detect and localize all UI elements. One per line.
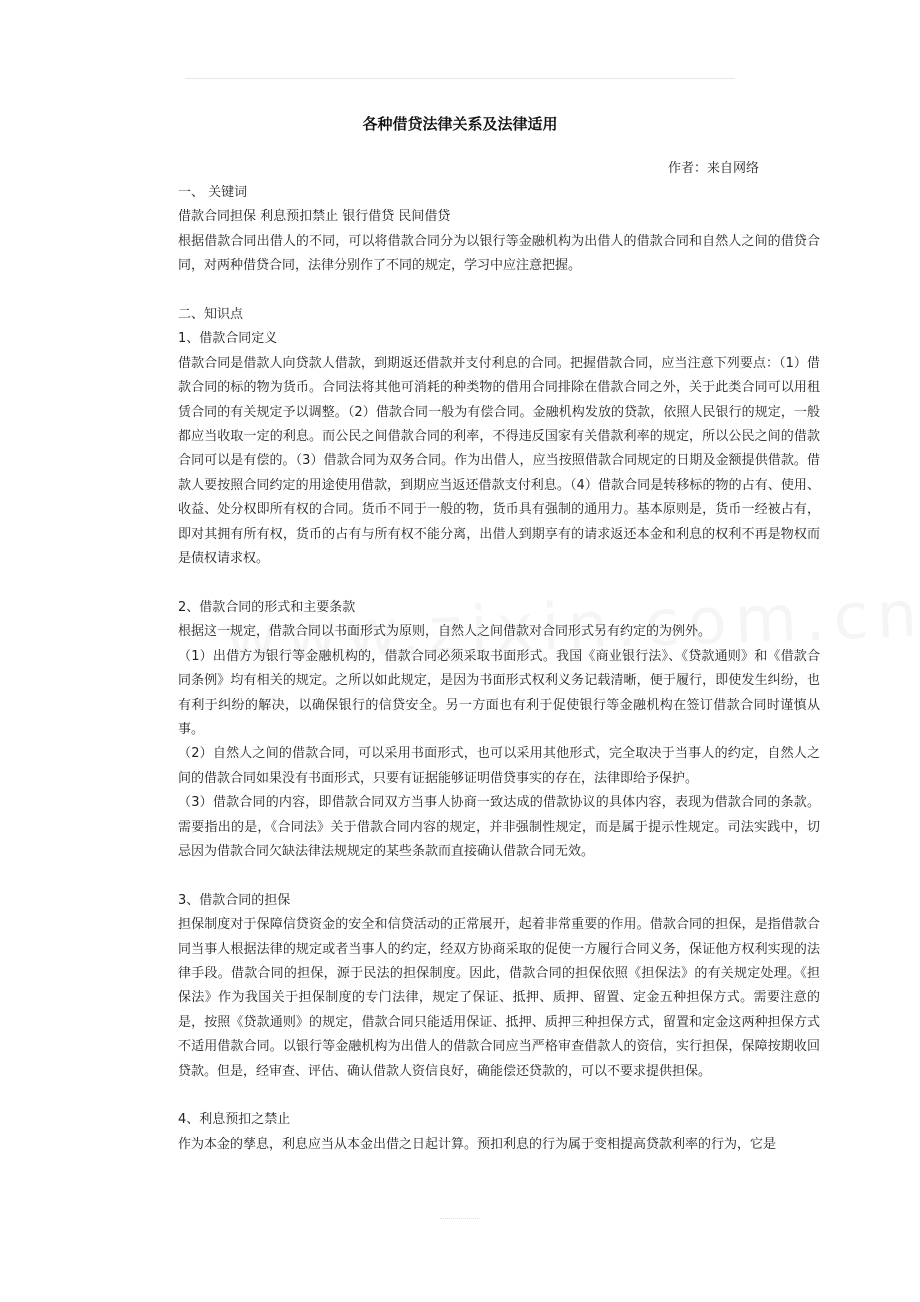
paragraph: 一、 关键词 [178, 185, 248, 200]
paragraph: 借款合同是借款人向贷款人借款，到期返还借款并支付利息的合同。把握借款合同，应当注意下列要点：（1）借款合同的标的物为货币。合同法将其他可消耗的种类物的借用合同排除在借款合同之外，关于此类合同可以用租赁合同的有关规定予以调整。（2）借款合同一般为有偿合同。金融机构发放的贷款，依照人民银行的规定，一般都应当收取一定的利息。而公民之间借款合同的利率，不得违反国家有关借款利率的规定，所以公民之间的借款合同可以是有偿的。（3）借款合同为双务合同。作为出借人，应当按照借款合同规定的日期及金额提供借款。借款人要按照合同约定的用途使用借款，到期应当返还借款支付利息。（4）借款合同是转移标的物的占有、使用、收益、处分权即所有权的合同。货币不同于一般的物，货币具有强制的通用力。基本原则是，货币一经被占有，即对其拥有所有权，货币的占有与所有权不能分离，出借人到期享有的请求返还本金和利息的权利不再是物权而是债权请求权。 [178, 355, 820, 567]
paragraph: 根据借款合同出借人的不同，可以将借款合同分为以银行等金融机构为出借人的借款合同和自然人之间的借贷合同，对两种借贷合同，法律分别作了不同的规定，学习中应注意把握。 [178, 233, 820, 274]
paragraph: 1、借款合同定义 [178, 331, 278, 347]
paragraph: （2）自然人之间的借款合同，可以采用书面形式，也可以采用其他形式，完全取决于当事人的约定，自然人之间的借款合同如果没有书面形式，只要有证据能够证明借贷事实的存在，法律即给予保护。 [178, 746, 820, 786]
paragraph: 3、借款合同的担保 [178, 892, 291, 908]
paragraph: 2、借款合同的形式和主要条款 [178, 599, 356, 615]
paragraph: 二、知识点 [178, 307, 244, 323]
paragraph: 作为本金的孳息，利息应当从本金出借之日起计算。预扣利息的行为属于变相提高贷款利率的行为，它是 [178, 1136, 777, 1152]
paragraph: 根据这一规定，借款合同以书面形式为原则，自然人之间借款对合同形式另有约定的为例外。 [178, 624, 712, 640]
paragraph: 4、利息预扣之禁止 [178, 1112, 291, 1128]
footer-mark [440, 1218, 480, 1219]
paragraph: （1）出借方为银行等金融机构的，借款合同必须采取书面形式。我国《商业银行法》、《贷款通则》和《借款合同条例》均有相关的规定。之所以如此规定，是因为书面形式权利义务记载清晰，便于履行，即使发生纠纷，也有利于纠纷的解决，以确保银行的信贷安全。另一方面也有利于促使银行等金融机构在签订借款合同时谨慎从事。 [178, 648, 820, 737]
header-rule [185, 78, 735, 79]
paragraph: 担保制度对于保障信贷资金的安全和信贷活动的正常展开，起着非常重要的作用。借款合同的担保，是指借款合同当事人根据法律的规定或者当事人的约定，经双方协商采取的促使一方履行合同义务，保证他方权利实现的法律手段。借款合同的担保，源于民法的担保制度。因此，借款合同的担保依照《担保法》的有关规定处理。《担保法》作为我国关于担保制度的专门法律，规定了保证、抵押、质押、留置、定金五种担保方式。需要注意的是，按照《贷款通则》的规定，借款合同只能适用保证、抵押、质押三种担保方式，留置和定金这两种担保方式不适用借款合同。以银行等金融机构为出借人的借款合同应当严格审查借款人的资信，实行担保，保障按期收回贷款。但是，经审查、评估、确认借款人资信良好，确能偿还贷款的，可以不要求提供担保。 [178, 917, 820, 1079]
blank-line [178, 279, 820, 303]
author-line: 作者：来自网络 [668, 161, 760, 176]
blank-line [178, 864, 820, 888]
document-title: 各种借贷法律关系及法律适用 [362, 115, 558, 133]
blank-line [178, 1084, 820, 1108]
paragraph: 借款合同担保 利息预扣禁止 银行借贷 民间借贷 [178, 209, 451, 225]
paragraph: （3）借款合同的内容，即借款合同双方当事人协商一致达成的借款协议的具体内容，表现为借款合同的条款。需要指出的是，《合同法》关于借款合同内容的规定，并非强制性规定，而是属于提示性规定。司法实践中，切忌因为借款合同欠缺法律法规规定的某些条款而直接确认借款合同无效。 [178, 795, 820, 859]
